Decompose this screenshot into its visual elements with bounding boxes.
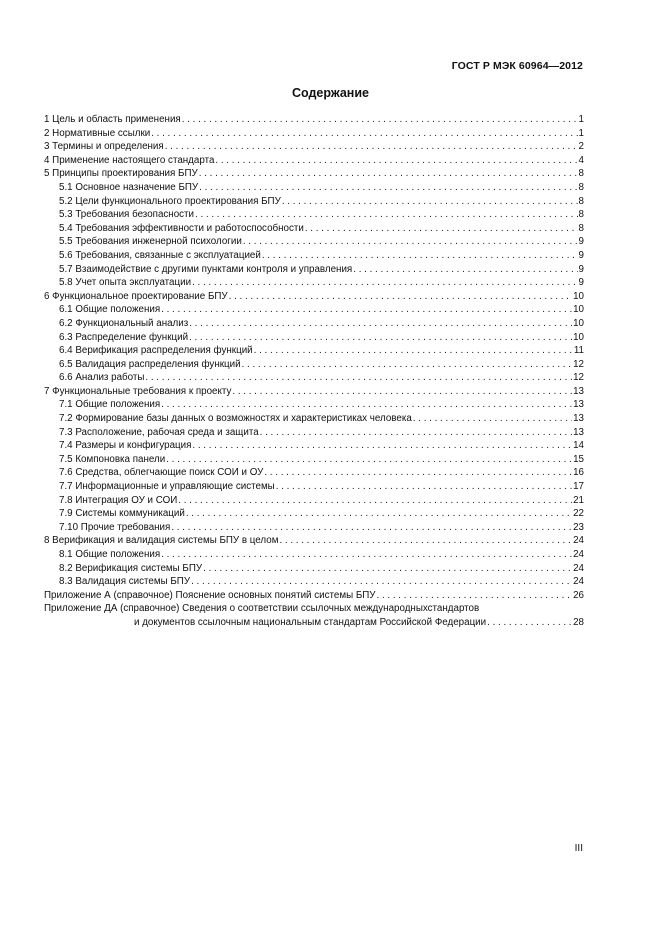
toc-entry-page: 13 bbox=[573, 385, 584, 397]
toc-entry-page: 13 bbox=[573, 399, 584, 411]
toc-entry-label: Приложение ДА (справочное) Сведения о соответствии ссылочных международныхстандартов bbox=[44, 603, 480, 615]
toc-entry[interactable] bbox=[44, 466, 584, 480]
toc-entry-label: Приложение А (справочное) Пояснение основных понятий системы БПУ bbox=[44, 589, 376, 601]
toc-entry-page: 11 bbox=[573, 345, 584, 357]
document-header: ГОСТ Р МЭК 60964—2012 bbox=[451, 60, 583, 72]
toc-entry-page: 13 bbox=[573, 413, 584, 425]
toc-entry-page: 8 bbox=[578, 195, 584, 207]
toc-leader-dots bbox=[254, 344, 573, 358]
toc-entry[interactable] bbox=[44, 276, 584, 290]
toc-entry-label: 1 Цель и область применения bbox=[44, 114, 181, 125]
toc-entry[interactable] bbox=[44, 140, 584, 154]
toc-entry-label: 5.7 Взаимодействие с другими пунктами контроля и управления bbox=[59, 263, 353, 275]
toc-leader-dots bbox=[182, 113, 578, 127]
toc-entry-label: 5 Принципы проектирования БПУ bbox=[44, 168, 198, 180]
toc-leader-dots bbox=[192, 439, 572, 453]
toc-entry-label: 6 Функциональное проектирование БПУ bbox=[44, 290, 228, 302]
toc-entry-page: 13 bbox=[573, 426, 584, 438]
toc-entry-page: 24 bbox=[573, 576, 584, 588]
toc-entry-page: 4 bbox=[578, 154, 584, 166]
toc-entry[interactable] bbox=[44, 303, 584, 317]
toc-entry-page: 8 bbox=[578, 181, 584, 193]
toc-entry-label: 7.6 Средства, облегчающие поиск СОИ и ОУ bbox=[59, 467, 264, 479]
toc-leader-dots bbox=[264, 466, 572, 480]
toc-leader-dots bbox=[215, 154, 577, 168]
toc-entry[interactable] bbox=[44, 521, 584, 535]
toc-entry[interactable] bbox=[44, 602, 584, 616]
toc-entry[interactable] bbox=[44, 412, 584, 426]
toc-leader-dots bbox=[199, 181, 577, 195]
toc-entry-page: 24 bbox=[573, 549, 584, 560]
toc-entry-page: 21 bbox=[573, 494, 584, 506]
toc-entry-page: 12 bbox=[573, 372, 584, 384]
toc-entry[interactable] bbox=[44, 317, 584, 331]
toc-leader-dots bbox=[487, 616, 572, 630]
toc-entry-label: 4 Применение настоящего стандарта bbox=[44, 154, 215, 166]
toc-leader-dots bbox=[243, 235, 578, 249]
toc-entry[interactable] bbox=[44, 616, 584, 630]
toc-entry-page: 8 bbox=[578, 168, 584, 180]
toc-entry[interactable] bbox=[44, 344, 584, 358]
toc-entry[interactable] bbox=[44, 331, 584, 345]
toc-entry-label: 5.5 Требования инженерной психологии bbox=[59, 236, 242, 248]
toc-leader-dots bbox=[242, 358, 573, 372]
toc-entry[interactable] bbox=[44, 371, 584, 385]
toc-entry-label: 6.3 Распределение функций bbox=[59, 331, 189, 343]
page-title: Содержание bbox=[291, 86, 369, 100]
toc-leader-dots bbox=[305, 222, 578, 236]
toc-leader-dots bbox=[171, 521, 572, 535]
toc-entry[interactable] bbox=[44, 494, 584, 508]
toc-entry[interactable] bbox=[44, 249, 584, 263]
toc-leader-dots bbox=[161, 303, 572, 317]
toc-leader-dots bbox=[145, 371, 572, 385]
toc-entry[interactable] bbox=[44, 235, 584, 249]
toc-entry-label: 8 Верификация и валидация системы БПУ в целом bbox=[44, 535, 279, 547]
toc-entry-label: 7.7 Информационные и управляющие системы bbox=[59, 481, 275, 493]
toc-entry-label: 8.1 Общие положения bbox=[59, 549, 161, 560]
toc-entry-page: 28 bbox=[573, 616, 584, 628]
toc-entry-label: 8.2 Верификация системы БПУ bbox=[59, 562, 203, 574]
toc-leader-dots bbox=[203, 562, 572, 576]
toc-leader-dots bbox=[279, 534, 572, 548]
toc-entry-label: 5.2 Цели функционального проектирования БПУ bbox=[59, 195, 281, 207]
toc-entry-label: 5.1 Основное назначение БПУ bbox=[59, 181, 199, 193]
toc-entry-page: 24 bbox=[573, 562, 584, 574]
toc-entry-label: 7.4 Размеры и конфигурация bbox=[59, 440, 192, 452]
toc-entry-label: 5.3 Требования безопасности bbox=[59, 209, 195, 221]
toc-entry-page: 9 bbox=[578, 249, 584, 261]
page-number: III bbox=[574, 843, 583, 854]
toc-entry-label: 7.1 Общие положения bbox=[59, 399, 161, 411]
toc-entry-label: и документов ссылочным национальным стандартам Российской Федерации bbox=[134, 616, 487, 628]
toc-entry-page: 16 bbox=[573, 467, 584, 479]
toc-leader-dots bbox=[229, 290, 572, 304]
toc-leader-dots bbox=[165, 140, 578, 154]
toc-entry[interactable] bbox=[44, 263, 584, 277]
toc-entry-page: 17 bbox=[573, 481, 584, 493]
toc-leader-dots bbox=[166, 453, 572, 467]
toc-entry-page: 24 bbox=[573, 535, 584, 547]
toc-entry-page: 9 bbox=[578, 263, 584, 275]
table-of-contents bbox=[44, 113, 584, 630]
toc-entry-label: 3 Термины и определения bbox=[44, 141, 164, 153]
toc-entry[interactable] bbox=[44, 385, 584, 399]
toc-entry-page: 10 bbox=[573, 304, 584, 316]
toc-entry-page: 14 bbox=[573, 440, 584, 452]
toc-leader-dots bbox=[232, 385, 572, 399]
toc-entry-page: 9 bbox=[578, 236, 584, 248]
toc-leader-dots bbox=[282, 195, 578, 209]
toc-entry-label: 7.10 Прочие требования bbox=[59, 521, 171, 533]
toc-entry-page: 2 bbox=[578, 141, 584, 153]
toc-leader-dots bbox=[178, 494, 572, 508]
toc-entry-page: 26 bbox=[573, 589, 584, 601]
toc-leader-dots bbox=[276, 480, 572, 494]
toc-entry-page: 15 bbox=[573, 453, 584, 465]
toc-leader-dots bbox=[199, 167, 578, 181]
toc-entry[interactable] bbox=[44, 480, 584, 494]
toc-entry[interactable] bbox=[44, 439, 584, 453]
toc-leader-dots bbox=[189, 317, 572, 331]
toc-entry-label: 7 Функциональные требования к проекту bbox=[44, 385, 232, 397]
toc-entry-label: 2 Нормативные ссылки bbox=[44, 127, 151, 139]
toc-entry[interactable] bbox=[44, 534, 584, 548]
toc-entry[interactable] bbox=[44, 127, 584, 141]
toc-entry[interactable] bbox=[44, 167, 584, 181]
toc-entry-label: 6.5 Валидация распределения функций bbox=[59, 358, 241, 370]
toc-entry[interactable] bbox=[44, 575, 584, 589]
toc-leader-dots bbox=[191, 575, 572, 589]
toc-entry[interactable] bbox=[44, 398, 584, 412]
toc-entry-page: 22 bbox=[573, 508, 584, 520]
toc-entry-page: 12 bbox=[573, 358, 584, 370]
toc-leader-dots bbox=[161, 398, 572, 412]
toc-entry[interactable] bbox=[44, 290, 584, 304]
toc-entry-label: 6.6 Анализ работы bbox=[59, 372, 145, 384]
toc-entry-page: 10 bbox=[573, 317, 584, 329]
toc-leader-dots bbox=[151, 127, 577, 141]
toc-entry[interactable] bbox=[44, 222, 584, 236]
toc-entry-label: 5.8 Учет опыта эксплуатации bbox=[59, 277, 192, 289]
toc-entry-label: 6.1 Общие положения bbox=[59, 304, 161, 316]
toc-entry-label: 7.8 Интеграция ОУ и СОИ bbox=[59, 494, 178, 506]
toc-entry-label: 5.4 Требования эффективности и работоспособности bbox=[59, 222, 304, 234]
toc-entry-label: 6.2 Функциональный анализ bbox=[59, 317, 189, 329]
toc-entry[interactable] bbox=[44, 562, 584, 576]
toc-entry[interactable] bbox=[44, 113, 584, 127]
toc-entry[interactable] bbox=[44, 181, 584, 195]
toc-entry-label: 7.3 Расположение, рабочая среда и защита bbox=[59, 426, 259, 438]
toc-entry[interactable] bbox=[44, 426, 584, 440]
toc-entry-page: 1 bbox=[578, 114, 584, 125]
toc-leader-dots bbox=[260, 426, 572, 440]
toc-entry[interactable] bbox=[44, 507, 584, 521]
toc-leader-dots bbox=[195, 208, 578, 222]
toc-entry[interactable] bbox=[44, 453, 584, 467]
toc-leader-dots bbox=[262, 249, 578, 263]
toc-leader-dots bbox=[353, 263, 577, 277]
toc-entry-label: 7.9 Системы коммуникаций bbox=[59, 508, 185, 520]
toc-leader-dots bbox=[377, 589, 573, 603]
toc-entry-label: 7.5 Компоновка панели bbox=[59, 453, 166, 465]
toc-entry-page: 10 bbox=[573, 290, 584, 302]
toc-entry[interactable] bbox=[44, 589, 584, 603]
toc-entry-label: 5.6 Требования, связанные с эксплуатацией bbox=[59, 249, 261, 261]
toc-entry-page: 8 bbox=[578, 209, 584, 221]
toc-entry-label: 6.4 Верификация распределения функций bbox=[59, 345, 253, 357]
toc-leader-dots bbox=[161, 548, 572, 562]
toc-entry-page: 10 bbox=[573, 331, 584, 343]
toc-entry-page: 23 bbox=[573, 521, 584, 533]
toc-entry[interactable] bbox=[44, 208, 584, 222]
toc-entry-label: 7.2 Формирование базы данных о возможностях и характеристиках человека bbox=[59, 413, 412, 425]
toc-entry[interactable] bbox=[44, 195, 584, 209]
toc-entry[interactable] bbox=[44, 548, 584, 562]
toc-leader-dots bbox=[192, 276, 577, 290]
toc-leader-dots bbox=[413, 412, 572, 426]
toc-entry[interactable] bbox=[44, 358, 584, 372]
toc-leader-dots bbox=[186, 507, 572, 521]
toc-entry-page: 1 bbox=[578, 127, 584, 139]
toc-entry-page: 9 bbox=[578, 277, 584, 289]
toc-entry-label: 8.3 Валидация системы БПУ bbox=[59, 576, 191, 588]
toc-leader-dots bbox=[189, 331, 572, 345]
toc-entry-page: 8 bbox=[578, 222, 584, 234]
toc-entry[interactable] bbox=[44, 154, 584, 168]
